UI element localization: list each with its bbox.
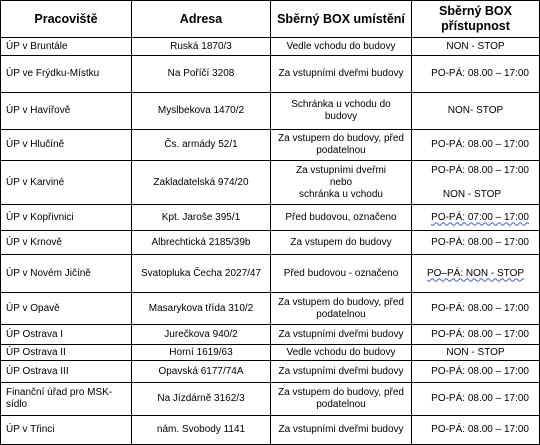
header-row xyxy=(1,1,540,38)
access-cell: PO-PÁ: 08.00 – 17:00 xyxy=(412,383,540,416)
header-box-access: Sběrný BOX přístupnost xyxy=(412,1,540,38)
workplace-cell: ÚP v Kopřivnici xyxy=(1,205,132,231)
address-cell: Albrechtická 2185/39b xyxy=(132,231,271,255)
address-cell: Kpt. Jaroše 395/1 xyxy=(132,205,271,231)
address-cell: Horní 1619/63 xyxy=(132,345,271,361)
location-cell: Za vstupem do budovy xyxy=(271,231,412,255)
location-cell: Za vstupními dveřmi budovy xyxy=(271,56,412,93)
location-cell xyxy=(271,161,412,205)
access-cell: PO-PÁ: 08.00 – 17:00 xyxy=(412,293,540,325)
workplace-cell: ÚP ve Frýdku-Místku xyxy=(1,56,132,93)
table-row xyxy=(1,231,540,255)
location-cell: Před budovou, označeno xyxy=(271,205,412,231)
access-cell: PO-PÁ: 08.00 – 17:00 xyxy=(412,361,540,383)
location-cell: Vedle vchodu do budovy xyxy=(271,38,412,56)
table-row xyxy=(1,38,540,56)
address-cell: Myslbekova 1470/2 xyxy=(132,93,271,130)
address-cell: Masarykova třída 310/2 xyxy=(132,293,271,325)
access-text: PO–PÁ: NON - STOP xyxy=(426,267,525,279)
workplace-cell: ÚP v Třinci xyxy=(1,416,132,445)
workplace-cell: ÚP v Novém Jičíně xyxy=(1,255,132,293)
location-cell: Před budovou - označeno xyxy=(271,255,412,293)
workplace-cell: ÚP v Havířově xyxy=(1,93,132,130)
location-cell: Za vstupem do budovy, před podatelnou xyxy=(271,383,412,416)
address-cell: Ruská 1870/3 xyxy=(132,38,271,56)
table-row xyxy=(1,325,540,345)
workplace-cell: ÚP Ostrava III xyxy=(1,361,132,383)
address-cell: Opavská 6177/74A xyxy=(132,361,271,383)
address-cell: nám. Svobody 1141 xyxy=(132,416,271,445)
workplace-cell: ÚP v Hlučíně xyxy=(1,130,132,161)
workplace-cell: ÚP v Karviné xyxy=(1,161,132,205)
access-cell: PO-PÁ: 08.00 – 17:00 xyxy=(412,56,540,93)
address-cell: Na Jízdárně 3162/3 xyxy=(132,383,271,416)
workplace-cell: ÚP Ostrava I xyxy=(1,325,132,345)
header-workplace: Pracoviště xyxy=(1,1,132,38)
table-row xyxy=(1,293,540,325)
table-row xyxy=(1,383,540,416)
table-row xyxy=(1,130,540,161)
address-cell: Na Poříčí 3208 xyxy=(132,56,271,93)
access-cell xyxy=(412,161,540,205)
access-cell: NON - STOP xyxy=(412,345,540,361)
address-cell: Jurečkova 940/2 xyxy=(132,325,271,345)
access-cell: PO-PÁ: 08.00 – 17:00 xyxy=(412,416,540,445)
access-cell: NON - STOP xyxy=(412,38,540,56)
location-cell: Vedle vchodu do budovy xyxy=(271,345,412,361)
access-cell xyxy=(412,255,540,293)
table-row xyxy=(1,93,540,130)
table-row xyxy=(1,345,540,361)
workplace-cell: Finanční úřad pro MSK- sídlo xyxy=(1,383,132,416)
access-line: PO-PÁ: 08.00 – 17:00 xyxy=(431,164,529,176)
address-cell: Svatopluka Čecha 2027/47 xyxy=(132,255,271,293)
location-cell: Za vstupem do budovy, před podatelnou xyxy=(271,293,412,325)
table-row xyxy=(1,361,540,383)
header-box-location: Sběrný BOX umístění xyxy=(271,1,412,38)
workplace-cell: ÚP v Bruntále xyxy=(1,38,132,56)
table-row xyxy=(1,416,540,445)
access-cell: PO-PÁ: 08.00 – 17:00 xyxy=(412,231,540,255)
workplace-cell: ÚP Ostrava II xyxy=(1,345,132,361)
location-cell: Za vstupními dveřmi budovy xyxy=(271,361,412,383)
table-row xyxy=(1,56,540,93)
access-cell: PO-PÁ: 08.00 – 17:00 xyxy=(412,325,540,345)
location-cell: Schránka u vchodu do budovy xyxy=(271,93,412,130)
workplace-cell: ÚP v Krnově xyxy=(1,231,132,255)
table-row xyxy=(1,255,540,293)
access-cell xyxy=(412,205,540,231)
location-cell: Za vstupem do budovy, před podatelnou xyxy=(271,130,412,161)
access-line: NON - STOP xyxy=(442,188,502,200)
table-row xyxy=(1,161,540,205)
access-cell: NON- STOP xyxy=(412,93,540,130)
access-cell: PO-PÁ: 08.00 – 17:00 xyxy=(412,130,540,161)
table-row xyxy=(1,205,540,231)
header-address: Adresa xyxy=(132,1,271,38)
location-line: schránka u vchodu xyxy=(299,188,383,200)
location-cell: Za vstupními dveřmi budovy xyxy=(271,325,412,345)
location-cell: Za vstupními dveřmi budovy xyxy=(271,416,412,445)
access-text: PO-PÁ: 07:00 – 17:00 xyxy=(431,211,529,223)
address-cell: Zakladatelská 974/20 xyxy=(132,161,271,205)
location-line: Za vstupními dveřmi xyxy=(295,164,387,176)
location-line: nebo xyxy=(329,176,353,188)
workplace-cell: ÚP v Opavě xyxy=(1,293,132,325)
address-cell: Čs. armády 52/1 xyxy=(132,130,271,161)
